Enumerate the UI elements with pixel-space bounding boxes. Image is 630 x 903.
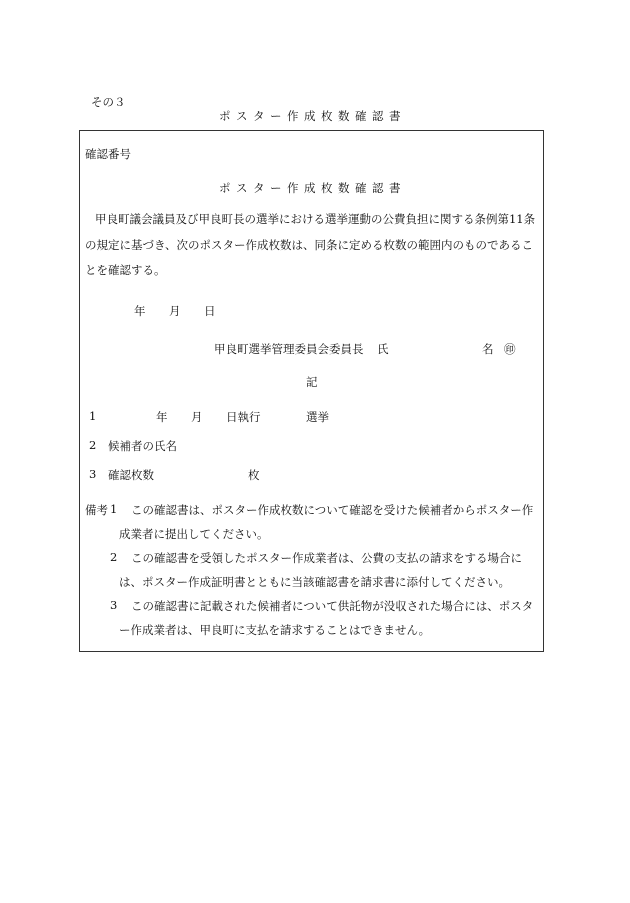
item-1-election: 選挙 [306, 410, 329, 424]
body-line-1: 甲良町議会議員及び甲良町長の選挙における選挙運動の公費負担に関する条例第11条 [95, 212, 536, 226]
confirmation-number-label: 確認番号 [85, 147, 131, 161]
body-line-2: の規定に基づき、次のポスター作成枚数は、同条に定める枚数の範囲内のものであるこ [85, 238, 534, 252]
name-label-2: 名 [482, 342, 494, 356]
item-3-unit: 枚 [248, 468, 260, 482]
page-title: ポスター作成枚数確認書 [219, 109, 406, 123]
item-1-year: 年 [156, 410, 168, 424]
date-year: 年 [134, 304, 146, 318]
seal-mark: ㊞ [504, 342, 516, 356]
date-month: 月 [169, 304, 181, 318]
item-2-label: 候補者の氏名 [108, 439, 177, 453]
signer-title: 甲良町選挙管理委員会委員長 [214, 342, 364, 356]
name-label-1: 氏 [377, 342, 389, 356]
note-1-line-1: この確認書は、ポスター作成枚数について確認を受けた候補者からポスター作 [131, 503, 534, 517]
notes-heading: 備考 [85, 503, 108, 517]
note-2-line-2: は、ポスター作成証明書とともに当該確認書を請求書に添付してください。 [119, 575, 510, 589]
note-2-line-1: この確認書を受領したポスター作成業者は、公費の支払の請求をする場合に [131, 551, 522, 565]
item-3-number: 3 [89, 467, 97, 481]
ki-heading: 記 [306, 375, 318, 389]
form-number-label: その３ [91, 95, 126, 109]
item-2-number: 2 [89, 438, 97, 452]
note-3-line-2: ー作成業者は、甲良町に支払を請求することはできません。 [119, 623, 431, 637]
form-title: ポスター作成枚数確認書 [219, 181, 406, 195]
body-line-3: とを確認する。 [85, 263, 166, 277]
note-1-number: 1 [110, 502, 118, 516]
date-day: 日 [204, 304, 216, 318]
note-3-number: 3 [110, 598, 118, 612]
item-1-number: 1 [89, 409, 97, 423]
note-3-line-1: この確認書に記載された候補者について供託物が没収された場合には、ポスタ [131, 599, 534, 613]
item-1-month: 月 [191, 410, 203, 424]
note-2-number: 2 [110, 550, 118, 564]
item-3-label: 確認枚数 [108, 468, 154, 482]
item-1-day: 日執行 [226, 410, 261, 424]
note-1-line-2: 成業者に提出してください。 [119, 527, 269, 541]
